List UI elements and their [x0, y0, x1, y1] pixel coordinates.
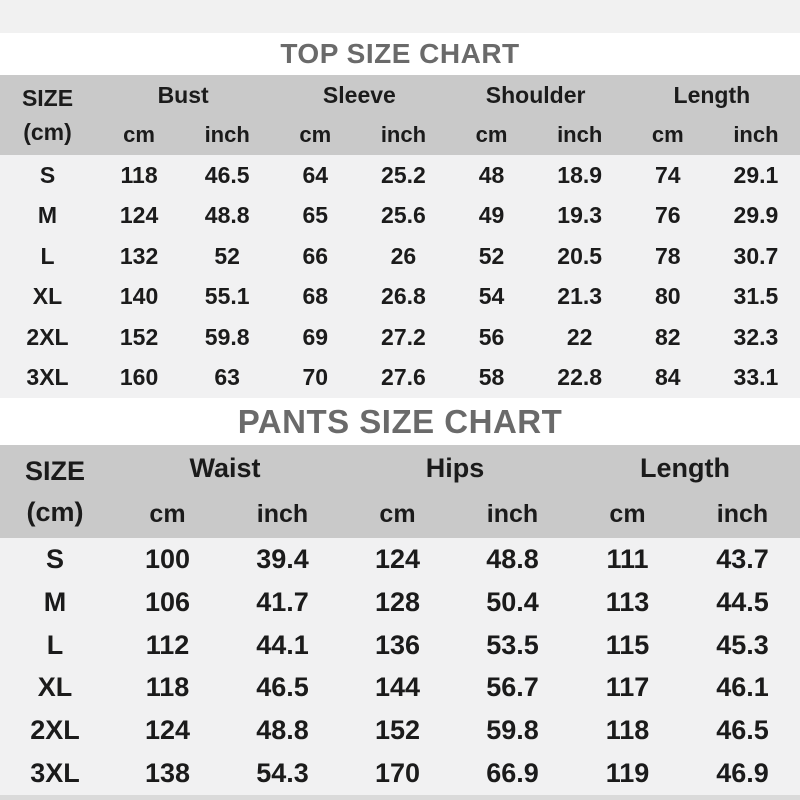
value-cell: 100: [144, 543, 191, 574]
value-cell: 124: [374, 543, 421, 574]
value-cell: 118: [120, 161, 158, 188]
top-margin: [0, 0, 800, 33]
value-cell: 21.3: [557, 283, 603, 310]
value-cell: 39.4: [256, 543, 309, 574]
unit-header-inch: inch: [557, 122, 603, 147]
size-unit-label: (cm): [23, 119, 72, 145]
value-cell: 64: [302, 161, 329, 188]
value-cell: 45.3: [716, 629, 769, 660]
value-cell: 25.2: [381, 161, 426, 188]
value-cell: 66: [302, 242, 329, 269]
unit-header-inch: inch: [256, 500, 309, 529]
table-row: [0, 752, 800, 795]
pants-table-rows: [0, 538, 800, 795]
value-cell: 53.5: [486, 629, 539, 660]
table-row: [0, 277, 800, 318]
table-row: [0, 196, 800, 237]
group-header-hips: Hips: [425, 452, 485, 483]
value-cell: 52: [478, 242, 505, 269]
value-cell: 76: [655, 202, 681, 229]
value-cell: 46.5: [204, 161, 250, 188]
value-cell: 117: [605, 672, 650, 703]
group-header-sleeve: Sleeve: [322, 81, 396, 108]
value-cell: 32.3: [733, 323, 779, 350]
unit-header-cm: cm: [299, 122, 332, 147]
value-cell: 112: [145, 629, 190, 660]
value-cell: 52: [214, 242, 240, 269]
value-cell: 56.7: [486, 672, 539, 703]
value-cell: 29.1: [733, 161, 779, 188]
size-cell: XL: [37, 672, 73, 703]
value-cell: 170: [374, 758, 421, 789]
value-cell: 138: [144, 758, 191, 789]
unit-header-cm: cm: [475, 122, 508, 147]
value-cell: 27.2: [381, 323, 426, 350]
value-cell: 118: [605, 715, 650, 746]
value-cell: 29.9: [733, 202, 779, 229]
value-cell: 19.3: [557, 202, 603, 229]
value-cell: 54: [478, 283, 505, 310]
value-cell: 31.5: [733, 283, 779, 310]
unit-header-inch: inch: [733, 122, 779, 147]
value-cell: 70: [302, 364, 329, 391]
size-cell: L: [40, 242, 55, 269]
value-cell: 55.1: [204, 283, 250, 310]
value-cell: 84: [655, 364, 681, 391]
value-cell: 48: [478, 161, 505, 188]
pants-table-header: [0, 445, 800, 538]
value-cell: 140: [119, 283, 159, 310]
value-cell: 160: [119, 364, 159, 391]
value-cell: 43.7: [716, 543, 769, 574]
unit-header-inch: inch: [486, 500, 539, 529]
size-column-header: [0, 75, 95, 155]
unit-header-cm: cm: [149, 500, 186, 529]
table-row: [0, 666, 800, 709]
unit-header-cm: cm: [609, 500, 646, 529]
group-header-bust: Bust: [157, 81, 209, 108]
table-row: [0, 317, 800, 358]
value-cell: 124: [144, 715, 191, 746]
value-cell: 69: [302, 323, 329, 350]
unit-header-cm: cm: [651, 122, 684, 147]
value-cell: 27.6: [381, 364, 426, 391]
table-row: [0, 236, 800, 277]
value-cell: 118: [145, 672, 190, 703]
value-cell: 68: [302, 283, 329, 310]
value-cell: 33.1: [733, 364, 779, 391]
group-header-length: Length: [673, 81, 751, 108]
unit-header-inch: inch: [204, 122, 250, 147]
size-cell: S: [45, 543, 64, 574]
size-unit-label: (cm): [26, 496, 84, 527]
unit-header-cm: cm: [379, 500, 416, 529]
value-cell: 82: [655, 323, 681, 350]
value-cell: 78: [655, 242, 681, 269]
table-row: [0, 358, 800, 399]
table-row: [0, 709, 800, 752]
value-cell: 128: [374, 586, 421, 617]
value-cell: 46.5: [256, 672, 309, 703]
group-header-shoulder: Shoulder: [485, 81, 586, 108]
top-table-rows: [0, 155, 800, 398]
size-label: SIZE: [21, 84, 74, 111]
value-cell: 66.9: [486, 758, 539, 789]
value-cell: 59.8: [486, 715, 539, 746]
value-cell: 22: [566, 323, 593, 350]
value-cell: 25.6: [381, 202, 426, 229]
size-cell: XL: [32, 283, 63, 310]
value-cell: 30.7: [733, 242, 779, 269]
value-cell: 59.8: [204, 323, 250, 350]
top-size-chart-title: TOP SIZE CHART: [0, 33, 800, 75]
value-cell: 22.8: [557, 364, 603, 391]
value-cell: 20.5: [557, 242, 603, 269]
top-table-header: [0, 75, 800, 155]
value-cell: 48.8: [204, 202, 250, 229]
value-cell: 113: [605, 586, 650, 617]
value-cell: 132: [119, 242, 159, 269]
value-cell: 44.5: [716, 586, 769, 617]
size-cell: M: [37, 202, 58, 229]
pants-size-chart-title: PANTS SIZE CHART: [0, 398, 800, 445]
bottom-edge-strip: [0, 795, 800, 800]
value-cell: 49: [478, 202, 505, 229]
table-row: [0, 624, 800, 667]
value-cell: 48.8: [256, 715, 309, 746]
value-cell: 26: [390, 242, 417, 269]
value-cell: 115: [605, 629, 650, 660]
unit-header-inch: inch: [716, 500, 769, 529]
value-cell: 54.3: [256, 758, 309, 789]
size-cell: 2XL: [30, 715, 80, 746]
size-label: SIZE: [24, 456, 85, 486]
table-row: [0, 155, 800, 196]
group-header-length: Length: [640, 452, 730, 483]
size-cell: M: [43, 586, 67, 617]
value-cell: 46.9: [716, 758, 769, 789]
value-cell: 119: [605, 758, 650, 789]
value-cell: 152: [119, 323, 159, 350]
value-cell: 63: [214, 364, 240, 391]
value-cell: 74: [655, 161, 681, 188]
value-cell: 48.8: [486, 543, 539, 574]
value-cell: 80: [655, 283, 681, 310]
value-cell: 46.5: [716, 715, 769, 746]
value-cell: 44.1: [256, 629, 309, 660]
size-cell: L: [46, 629, 64, 660]
table-row: [0, 581, 800, 624]
value-cell: 144: [374, 672, 421, 703]
value-cell: 111: [606, 543, 649, 574]
value-cell: 18.9: [557, 161, 603, 188]
size-cell: 3XL: [26, 364, 69, 391]
value-cell: 124: [119, 202, 159, 229]
group-header-waist: Waist: [189, 452, 261, 483]
value-cell: 106: [144, 586, 191, 617]
value-cell: 46.1: [716, 672, 769, 703]
size-column-header: [0, 445, 110, 538]
value-cell: 41.7: [256, 586, 309, 617]
value-cell: 56: [478, 323, 505, 350]
size-cell: 3XL: [30, 758, 80, 789]
table-row: [0, 538, 800, 581]
unit-header-inch: inch: [380, 122, 427, 147]
unit-header-cm: cm: [123, 122, 155, 147]
size-cell: S: [39, 161, 56, 188]
value-cell: 50.4: [486, 586, 539, 617]
value-cell: 136: [374, 629, 421, 660]
value-cell: 58: [478, 364, 505, 391]
value-cell: 26.8: [381, 283, 426, 310]
size-cell: 2XL: [26, 323, 69, 350]
value-cell: 152: [374, 715, 421, 746]
value-cell: 65: [302, 202, 329, 229]
